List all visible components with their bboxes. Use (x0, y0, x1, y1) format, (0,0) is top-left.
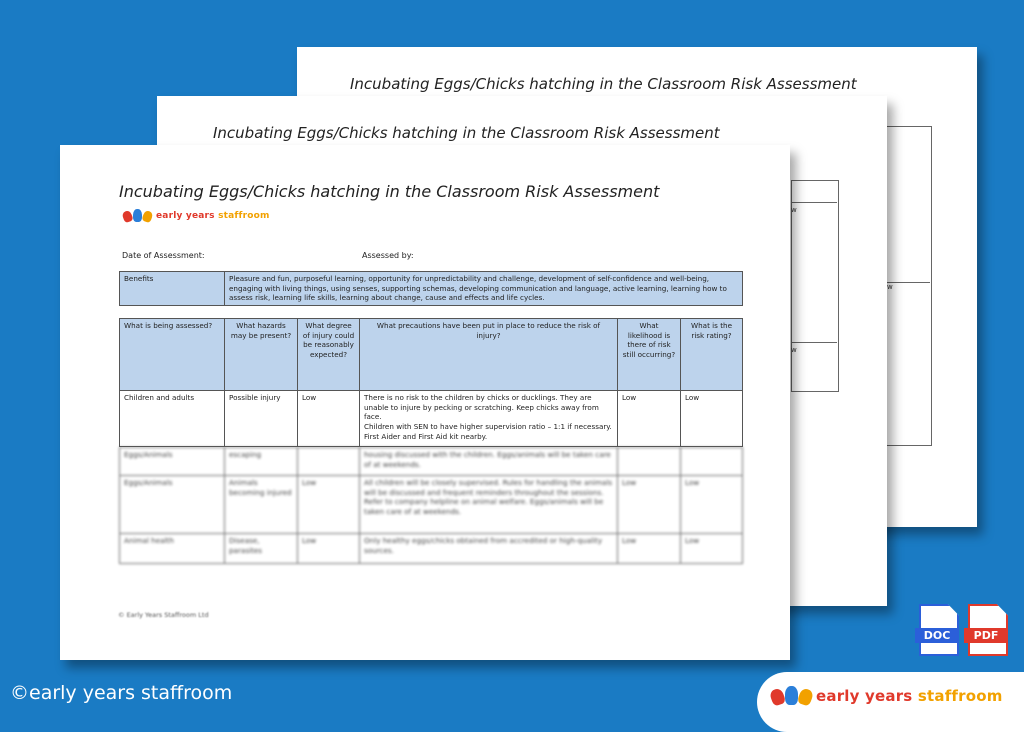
doc-label: DOC (915, 628, 959, 643)
hands-icon (123, 209, 152, 222)
header-rating: What is the risk rating? (681, 319, 743, 391)
header-degree: What degree of injury could be reasonably expected? (298, 319, 360, 391)
cell-hazards: Possible injury (225, 391, 298, 447)
benefits-table (119, 271, 743, 306)
cell-assessed: Children and adults (120, 391, 225, 447)
brand-logo (771, 686, 1003, 705)
front-sheet (60, 145, 790, 660)
risk-table (119, 318, 743, 447)
brand-watermark: ©early years staffroom (10, 682, 233, 704)
brand-logo-text: early years staffroom (816, 686, 1003, 705)
footer-copyright: © Early Years Staffroom Ltd (118, 611, 209, 619)
cell-likelihood: Low (618, 534, 681, 564)
cell-degree: Low (298, 391, 360, 447)
ghost-mark: w (791, 206, 797, 214)
header-precautions: What precautions have been put in place to reduce the risk of injury? (360, 319, 618, 391)
benefits-text: Pleasure and fun, purposeful learning, opportunity for unpredictability and challenge, development of self-confidence and well-being, engaging with living things, using senses, supporting schemas, developing communication and language, active learning, learning how to assess risk, learning life skills, learning about change, cause and effects and life cycles. (225, 272, 743, 306)
cell-assessed: Eggs/Animals (120, 448, 225, 476)
header-hazards: What hazards may be present? (225, 319, 298, 391)
cell-hazards: Animals becoming injured (225, 476, 298, 534)
cell-precautions: Only healthy eggs/chicks obtained from accredited or high-quality sources. (360, 534, 618, 564)
cell-rating: Low (681, 476, 743, 534)
ghost-divider (791, 202, 837, 203)
cell-degree (298, 448, 360, 476)
ghost-mark: w (887, 283, 893, 291)
pdf-file-icon (968, 604, 1010, 658)
table-row (120, 448, 743, 476)
cell-degree: Low (298, 534, 360, 564)
table-row (120, 391, 743, 447)
table-header-row (120, 319, 743, 391)
cell-rating: Low (681, 391, 743, 447)
cell-precautions: There is no risk to the children by chicks or ducklings. They are unable to injure by pecking or scratching. Keep chicks away from face. Children with SEN to have higher supervision ratio – 1:1 if necessary. First Aider and First Aid kit nearby. (360, 391, 618, 447)
sheet-title: Incubating Eggs/Chicks hatching in the Classroom Risk Assessment (213, 124, 720, 142)
brand-badge (757, 672, 1024, 732)
ghost-table-outline (791, 180, 839, 392)
sheet-title: Incubating Eggs/Chicks hatching in the Classroom Risk Assessment (350, 75, 857, 93)
document-title: Incubating Eggs/Chicks hatching in the Classroom Risk Assessment (119, 182, 660, 201)
cell-likelihood: Low (618, 391, 681, 447)
cell-precautions: housing discussed with the children. Eggs/animals will be taken care of at weekends. (360, 448, 618, 476)
ghost-mark: w (791, 346, 797, 354)
blurred-risk-table (119, 447, 743, 564)
cell-assessed: Eggs/Animals (120, 476, 225, 534)
logo-text: early years staffroom (156, 210, 270, 221)
ghost-divider (791, 342, 837, 343)
cell-likelihood: Low (618, 476, 681, 534)
header-assessed: What is being assessed? (120, 319, 225, 391)
cell-likelihood (618, 448, 681, 476)
logo (123, 209, 270, 222)
cell-rating (681, 448, 743, 476)
hands-icon (771, 686, 812, 705)
cell-degree: Low (298, 476, 360, 534)
cell-precautions: All children will be closely supervised. Rules for handling the animals will be discussed and frequent reminders throughout the sessions. Refer to company helpline on animal welfare. Eggs/animals will be taken care of at weekends. (360, 476, 618, 534)
cell-rating: Low (681, 534, 743, 564)
pdf-label: PDF (964, 628, 1008, 643)
date-of-assessment-label: Date of Assessment: (122, 251, 205, 260)
benefits-label: Benefits (120, 272, 225, 306)
cell-assessed: Animal health (120, 534, 225, 564)
table-row (120, 476, 743, 534)
header-likelihood: What likelihood is there of risk still occurring? (618, 319, 681, 391)
cell-hazards: escaping (225, 448, 298, 476)
cell-hazards: Disease, parasites (225, 534, 298, 564)
doc-file-icon (919, 604, 961, 658)
table-row (120, 534, 743, 564)
assessed-by-label: Assessed by: (362, 251, 414, 260)
